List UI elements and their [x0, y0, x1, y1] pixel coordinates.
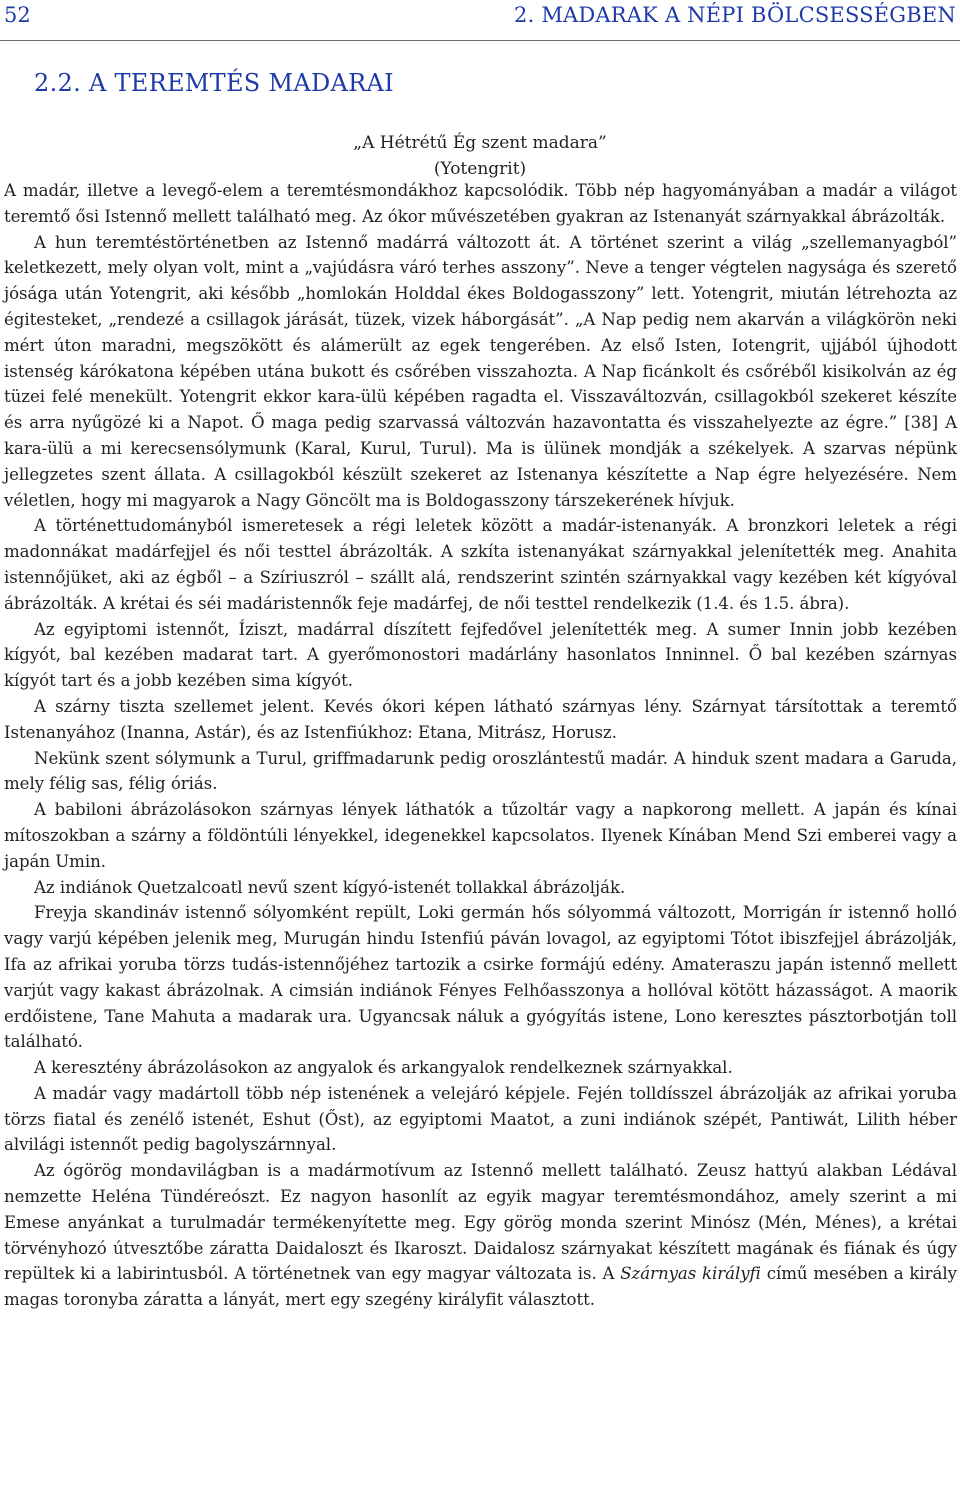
paragraph-last-tail: című mesében a király magas toronyba záratta a lányát, mert egy szegény királyfit választott.: [4, 1264, 957, 1310]
paragraph: Nekünk szent sólymunk a Turul, griffmadarunk pedig oroszlántestű madár. A hinduk szent madara a Garuda, mely félig sas, félig óriás.: [4, 748, 957, 794]
running-head: 2. MADARAK A NÉPI BÖLCSESSÉGBEN: [514, 3, 956, 27]
paragraph: A hun teremtéstörténetben az Istennő madárrá változott át. A történet szerint a világ „szellemanyagból” keletkezett, mely olyan volt, mint a „vajúdásra váró terhes asszony”. Neve a tenger végtelen nagysága és szerető jósága után Yotengrit, aki később „homlokán Holddal ékes Boldogasszony” lett. Yotengrit, miután létrehozta az égitesteket, „rendezé a csillagok járását, tüzek, vizek háborgását”. „A Nap pedig nem akarván a világkörön neki mért úton maradni, megszökött és alámerült az egek tengerében. Az első Isten, Iotengrit, ujjából újhodott istenség kárókatona képében utána bukott és csőrében visszahozta. A Nap ficánkolt és csőréből kisikolván az ég tüzei felé menekült. Yotengrit ekkor kara-ülü képében ragadta el. Visszaváltozván, csillagokból szekeret készíte és arra nyűgözé ki a Napot. Ő maga pedig szarvassá változván hazavontatta és visszahelyezte az égre.” [38] A kara-ülü a mi kerecsensólymunk (Karal, Kurul, Turul). Ma is ülünek mondják a székelyek. A szarvas népünk jellegzetes szent állata. A csillagokból készült szekeret az Istenanya készítette a Nap égre helyezésére. Nem véletlen, hogy mi magyarok a Nagy Göncölt ma is Boldogasszony társzekerének hívjuk.: [4, 232, 957, 510]
motto-quote: „A Hétrétű Ég szent madara”: [353, 133, 607, 153]
body-text: [4, 178, 957, 1313]
paragraph-last: [4, 1158, 957, 1313]
paragraph-last-lead: Az ógörög mondavilágban is a madármotívum az Istennő mellett található. Zeusz hattyú alakban Lédával nemzette Heléna Tündéreószt. Ez nagyon hasonlít az egyik magyar teremtésmondához, amely szerint a mi Emese anyánkat a turulmadár termékenyítette meg. Egy görög monda szerint Minósz (Mén, Ménes), a krétai törvényhozó útvesztőbe záratta Daidaloszt és Ikaroszt. Daidalosz szárnyakat készített magának és fiának és úgy repültek ki a labirintusból. A történetnek van egy magyar változata is. A: [4, 1161, 957, 1284]
paragraph: A történettudományból ismeretesek a régi leletek között a madár-istenanyák. A bronzkori leletek a régi madonnákat madárfejjel és női testtel ábrázolták. A szkíta istenanyákat szárnyakkal jelenítették meg. Anahita istennőjüket, aki az égből – a Szíriuszról – szállt alá, rendszerint szintén szárnyakkal vagy kezében két kígyóval ábrázolták. A krétai és séi madáristennők feje madárfej, de női testtel rendelkezik (1.4. és 1.5. ábra).: [4, 516, 957, 613]
header-divider: [0, 40, 960, 41]
paragraph: Freyja skandináv istennő sólyomként repült, Loki germán hős sólyommá változott, Morrigán ír istennő holló vagy varjú képében jelenik meg, Murugán hindu Istenfiú páván lovagol, az egyiptomi Tótot ibiszfejjel ábrázolják, Ifa az afrikai yoruba törzs tudás-istennőjéhez tartozik a csirke formájú edény. Amateraszu japán istennő mellett varjút vagy kakast ábrázolnak. A cimsián indiánok Fényes Felhőasszonya a hollóval kötött házasságot. A maorik erdőistene, Tane Mahuta a madarak ura. Ugyancsak náluk a gyógyítás istene, Lono keresztes pásztorbotján toll található.: [4, 903, 957, 1052]
paragraph: Az indiánok Quetzalcoatl nevű szent kígyó-istenét tollakkal ábrázolják.: [34, 877, 626, 897]
paragraph: A keresztény ábrázolásokon az angyalok és arkangyalok rendelkeznek szárnyakkal.: [34, 1058, 733, 1078]
paragraph: A babiloni ábrázolásokon szárnyas lények láthatók a tűzoltár vagy a napkorong mellett. A japán és kínai mítoszokban a szárny a földöntúli lényekkel, idegenekkel kapcsolatos. Ilyenek Kínában Mend Szi emberei vagy a japán Umin.: [4, 800, 957, 871]
paragraph: Az egyiptomi istennőt, Íziszt, madárral díszített fejfedővel jelenítették meg. A sumer Innin jobb kezében kígyót, bal kezében madarat tart. A gyerőmonostori madárlány hasonlatos Inninnel. Ő bal kezében szárnyas kígyót tart és a jobb kezében sima kígyót.: [4, 619, 957, 691]
page-number: 52: [4, 3, 31, 27]
motto-author: (Yotengrit): [433, 159, 527, 179]
paragraph: A madár, illetve a levegő-elem a teremtésmondákhoz kapcsolódik. Több nép hagyományában a madár a világot teremtő ősi Istennő mellett található meg. Az ókor művészetében gyakran az Istenanyát szárnyakkal ábrázolták.: [4, 181, 957, 226]
section-title: 2.2. A TEREMTÉS MADARAI: [34, 69, 394, 97]
tale-title: Szárnyas királyfi: [620, 1264, 761, 1284]
paragraph: A szárny tiszta szellemet jelent. Kevés ókori képen látható szárnyas lény. Szárnyat társítottak a teremtő Istenanyához (Inanna, Astár), és az Istenfiúkhoz: Etana, Mitrász, Horusz.: [4, 696, 957, 742]
paragraph: A madár vagy madártoll több nép istenének a velejáró képjele. Fején tolldísszel ábrázolják az afrikai yoruba törzs fiatal és zenélő istenét, Eshut (Őst), az egyiptomi Maatot, a zuni indiánok szépét, Pantiwát, Lilith héber alvilági istennőt pedig bagolyszárnnyal.: [4, 1083, 957, 1155]
